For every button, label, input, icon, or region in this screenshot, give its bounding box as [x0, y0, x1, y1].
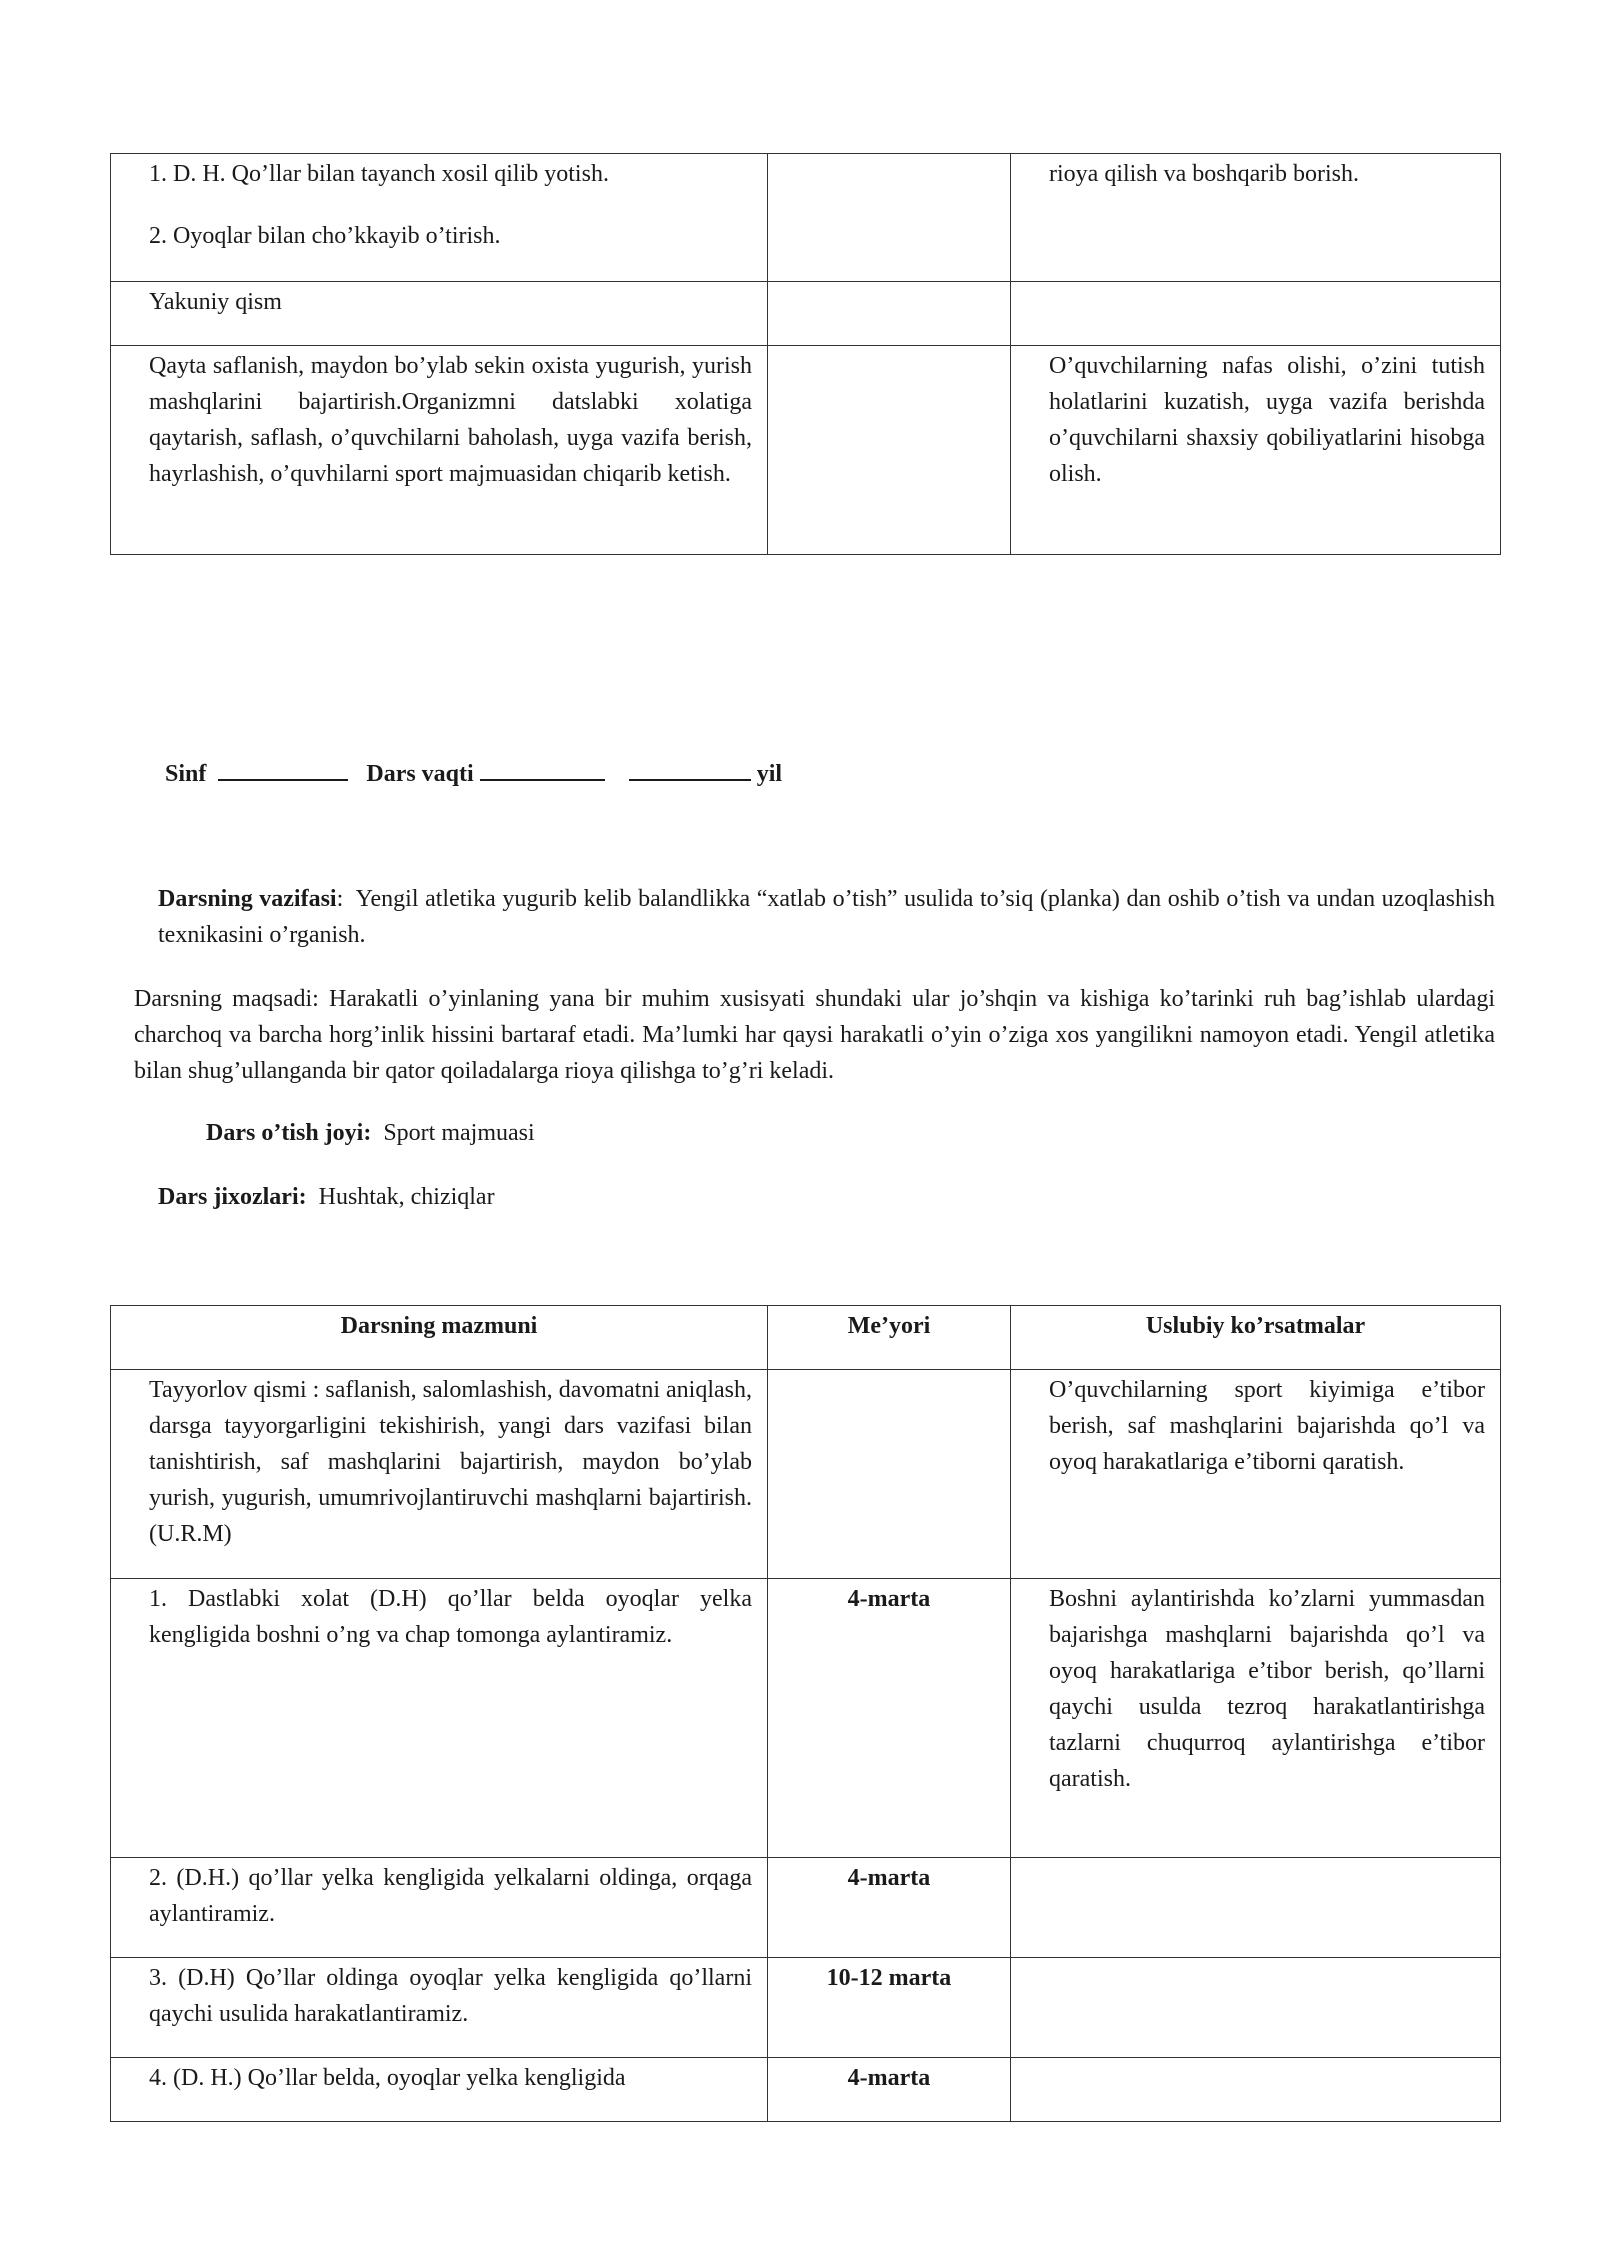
- table-cell: 3. (D.H) Qo’llar oldinga oyoqlar yelka kengligida qo’llarni qaychi usulida harakatlantiramiz.: [111, 1958, 768, 2058]
- table-cell: 4-marta: [768, 2058, 1011, 2122]
- table-cell: Qayta saflanish, maydon bo’ylab sekin oxista yugurish, yurish mashqlarini bajartirish.Organizmni datslabki xolatiga qaytarish, saflash, o’quvchilarni baholash, uyga vazifa berish, hayrlashish, o’quvhilarni sport majmuasidan chiqarib ketish.: [111, 346, 768, 555]
- table-row: [111, 2058, 1501, 2122]
- table-cell: 1. Dastlabki xolat (D.H) qo’llar belda oyoqlar yelka kengligida boshni o’ng va chap tomonga aylantiramiz.: [111, 1579, 768, 1858]
- table-cell: rioya qilish va boshqarib borish.: [1011, 154, 1501, 282]
- column-header: Uslubiy ko’rsatmalar: [1011, 1306, 1501, 1370]
- top-table: [110, 153, 1501, 555]
- table-row: [111, 154, 1501, 282]
- table-row: [111, 282, 1501, 346]
- sinf-label: Sinf: [165, 761, 207, 787]
- table-cell: [111, 154, 768, 282]
- lesson-equipment: [158, 1179, 495, 1215]
- table-cell: Boshni aylantirishda ko’zlarni yummasdan bajarishga mashqlarni bajarishda qo’l va oyoq harakatlariga e’tibor berish, qo’llarni qaychi usulda tezroq harakatlantirishga tazlarni chuqurroq aylantirishga e’tibor qaratish.: [1011, 1579, 1501, 1858]
- table-row: [111, 1858, 1501, 1958]
- lesson-task-text: Yengil atletika yugurib kelib balandlikka “xatlab o’tish” usulida to’siq (planka) dan oshib o’tish va undan uzoqlashish texnikasini o’rganish.: [158, 886, 1495, 948]
- yil-blank: [629, 757, 751, 781]
- table-cell: [768, 1370, 1011, 1579]
- class-time-line: [165, 756, 782, 792]
- lesson-place-value: Sport majmuasi: [383, 1120, 535, 1146]
- dars-vaqti-blank: [480, 757, 605, 781]
- table-cell: O’quvchilarning nafas olishi, o’zini tutish holatlarini kuzatish, uyga vazifa berishda o’quvchilarni shaxsiy qobiliyatlarini hisobga olish.: [1011, 346, 1501, 555]
- lesson-equipment-label: Dars jixozlari:: [158, 1184, 307, 1210]
- table-cell: 4. (D. H.) Qo’llar belda, oyoqlar yelka kengligida: [111, 2058, 768, 2122]
- lesson-task-label: Darsning vazifasi: [158, 886, 337, 912]
- table-cell: [768, 282, 1011, 346]
- table-cell: 4-marta: [768, 1858, 1011, 1958]
- table-cell: O’quvchilarning sport kiyimiga e’tibor berish, saf mashqlarini bajarishda qo’l va oyoq harakatlariga e’tiborni qaratish.: [1011, 1370, 1501, 1579]
- table-cell: 2. (D.H.) qo’llar yelka kengligida yelkalarni oldinga, orqaga aylantiramiz.: [111, 1858, 768, 1958]
- table-cell: [768, 154, 1011, 282]
- table-cell: 10-12 marta: [768, 1958, 1011, 2058]
- table-cell: [1011, 1858, 1501, 1958]
- exercise-text: 2. Oyoqlar bilan cho’kkayib o’tirish.: [149, 223, 501, 249]
- main-table: [110, 1305, 1501, 2122]
- table-cell: [768, 346, 1011, 555]
- table-cell: Tayyorlov qismi : saflanish, salomlashish, davomatni aniqlash, darsga tayyorgarligini tekishirish, yangi dars vazifasi bilan tanishtirish, saf mashqlarini bajartirish, maydon bo’ylab yurish, yugurish, umumrivojlantiruvchi mashqlarni bajartirish. (U.R.M): [111, 1370, 768, 1579]
- table-row: [111, 1579, 1501, 1858]
- table-row: [111, 1370, 1501, 1579]
- yil-label: yil: [756, 761, 783, 787]
- dars-vaqti-label: Dars vaqti: [366, 761, 474, 787]
- section-title: Yakuniy qism: [111, 282, 768, 346]
- table-row: [111, 1958, 1501, 2058]
- column-header: Darsning mazmuni: [111, 1306, 768, 1370]
- table-cell: [1011, 282, 1501, 346]
- table-cell: 4-marta: [768, 1579, 1011, 1858]
- lesson-goal: Darsning maqsadi: Harakatli o’yinlaning yana bir muhim xusisyati shundaki ular jo’shqin va kishiga ko’tarinki ruh bag’ishlab ulardagi charchoq va barcha horg’inlik hissini bartaraf etadi. Ma’lumki har qaysi harakatli o’yin o’ziga xos yangilikni namoyon etadi. Yengil atletika bilan shug’ullanganda bir qator qoiladalarga rioya qilishga to’g’ri keladi.: [134, 986, 1495, 1084]
- column-header: Me’yori: [768, 1306, 1011, 1370]
- lesson-place: [206, 1115, 535, 1151]
- lesson-equipment-value: Hushtak, chiziqlar: [318, 1184, 495, 1210]
- table-cell: [1011, 2058, 1501, 2122]
- sinf-blank: [218, 757, 348, 781]
- lesson-task: Darsning vazifasi: Yengil atletika yugurib kelib balandlikka “xatlab o’tish” usulida to’siq (planka) dan oshib o’tish va undan uzoqlashish texnikasini o’rganish.: [158, 886, 1495, 948]
- table-row: [111, 346, 1501, 555]
- exercise-text: 1. D. H. Qo’llar bilan tayanch xosil qilib yotish.: [149, 161, 609, 187]
- table-cell: [1011, 1958, 1501, 2058]
- table-header-row: [111, 1306, 1501, 1370]
- lesson-place-label: Dars o’tish joyi:: [206, 1120, 372, 1146]
